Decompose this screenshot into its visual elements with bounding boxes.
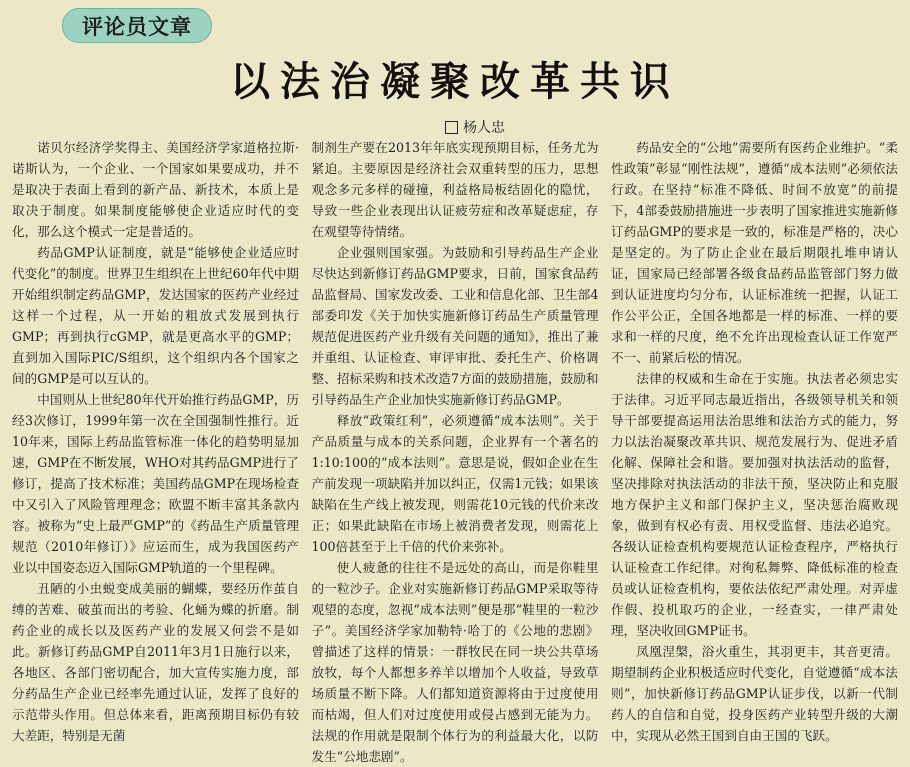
- column-1: [12, 137, 299, 753]
- paragraph: 药品安全的“公地”需要所有医药企业维护。“柔性政策”彰显“刚性法规”，遵循“成本法则”必须依法行政。在坚持“标准不降低、时间不放宽”的前提下，4部委鼓励措施进一步表明了国家推进实施新修订药品GMP的要求是一致的，标准是严格的，决心是坚定的。为了防止企业在最后期限扎堆申请认证，国家局已经部署各级食品药品监管部门努力做到认证进度均匀分布，认证标准统一把握，认证工作公平公正，全国各地都是一样的标准、一样的要求和一样的尺度，绝不允许出现检查认证工作宽严不一、前紧后松的情况。: [611, 140, 898, 365]
- paragraph: 诺贝尔经济学奖得主、美国经济学家道格拉斯·诺斯认为，一个企业、一个国家如果要成功，并不是取决于表面上看到的新产品、新技术，本质上是取决于制度。如果制度能够使企业适应时代的变化，那么这个模式一定是普适的。: [12, 140, 299, 239]
- paragraph-continued: 制剂生产要在2013年年底实现预期目标，任务尤为紧迫。主要原因是经济社会双重转型的压力，思想观念多元多样的碰撞，利益格局板结固化的隐忧，导致一些企业表现出认证疲劳症和改革疑虑症，存在观望等待情绪。: [311, 140, 599, 239]
- paragraph: 凤凰涅槃，浴火重生，其羽更丰，其音更清。期望制药企业积极适应时代变化，自觉遵循“成本法则”，加快新修订药品GMP认证步伐，以新一代制药人的自信和自觉，投身医药产业转型升级的大潮中，实现从必然王国到自由王国的飞跃。: [611, 644, 898, 743]
- column-3: [611, 137, 898, 753]
- paragraph: 丑陋的小虫蜕变成美丽的蝴蝶，要经历作茧自缚的苦难、破茧而出的考验、化蛹为蝶的折磨。制药企业的成长以及医药产业的发展又何尝不是如此。新修订药品GMP自2011年3月1日施行以来，各地区、各部门密切配合，加大宣传实施力度，部分药品生产企业已经率先通过认证，发挥了良好的示范带头作用。但总体来看，距离预期目标仍有较大差距，特别是无菌: [12, 581, 299, 743]
- paragraph: 药品GMP认证制度，就是“能够使企业适应时代变化”的制度。世界卫生组织在上世纪60年代中期开始组织制定药品GMP，发达国家的医药产业经过这样一个过程，从一开始的粗放式发展到执行GMP；再到执行cGMP，就是更高水平的GMP；直到加入国际PIC/S组织，这个组织内各个国家之间的GMP是可以互认的。: [12, 245, 299, 386]
- article-title: 以法治凝聚改革共识: [230, 59, 680, 105]
- column-2: [311, 137, 599, 764]
- section-badge: 评论员文章: [62, 8, 212, 43]
- article-body: [12, 137, 898, 764]
- square-bullet-icon: [445, 121, 458, 134]
- paragraph: 使人疲惫的往往不是远处的高山，而是你鞋里的一粒沙子。企业对实施新修订药品GMP采取等待观望的态度，忽视“成本法则”便是那“鞋里的一粒沙子”。美国经济学家加勒特·哈丁的《公地的悲剧》曾描述了这样的情景：一群牧民在同一块公共草场放牧，每个人都想多养羊以增加个人收益，导致草场质量不断下降。人们都知道资源将由于过度使用而枯竭，但人们对过度使用或侵占感到无能为力。法规的作用就是限制个体行为的利益最大化，以防发生“公地悲剧”。: [311, 560, 599, 764]
- paragraph: 中国则从上世纪80年代开始推行药品GMP，历经3次修订，1999年第一次在全国强制性推行。近10年来，国际上药品监管标准一体化的趋势明显加速，GMP在不断发展，WHO对其药品GMP进行了修订，提高了技术标准；美国药品GMP在现场检查中又引入了风险管理理念；欧盟不断丰富其条款内容。被称为“史上最严GMP”的《药品生产质量管理规范（2010年修订）》应运而生，成为我国医药产业以中国姿态迈入国际GMP轨道的一个里程碑。: [12, 392, 299, 575]
- paragraph: 释放“政策红利”，必须遵循“成本法则”。关于产品质量与成本的关系问题，企业界有一个著名的1:10:100的“成本法则”。意思是说，假如企业在生产前发现一项缺陷并加以纠正，仅需1元钱；如果该缺陷在生产线上被发现，则需花10元钱的代价来改正；如果此缺陷在市场上被消费者发现，则需花上100倍甚至于上千倍的代价来弥补。: [311, 413, 599, 554]
- author-byline: [445, 117, 505, 137]
- paragraph: 企业强则国家强。为鼓励和引导药品生产企业尽快达到新修订药品GMP要求，日前，国家食品药品监督局、国家发改委、工业和信息化部、卫生部4部委印发《关于加快实施新修订药品生产质量管理规范促进医药产业升级有关问题的通知》，推出了兼并重组、认证检查、审评审批、委托生产、价格调整、招标采购和技术改造7方面的鼓励措施，鼓励和引导药品生产企业加快实施新修订药品GMP。: [311, 245, 599, 407]
- paragraph: 法律的权威和生命在于实施。执法者必须忠实于法律。习近平同志最近指出，各级领导机关和领导干部要提高运用法治思维和法治方式的能力，努力以法治凝聚改革共识、规范发展行为、促进矛盾化解、保障社会和谐。要加强对执法活动的监督，坚决排除对执法活动的非法干预，坚决防止和克服地方保护主义和部门保护主义，坚决惩治腐败现象，做到有权必有责、用权受监督、违法必追究。各级认证检查机构要规范认证检查程序，严格执行认证检查工作纪律。对徇私舞弊、降低标准的检查员或认证检查机构，要依法依纪严肃处理。对弄虚作假、投机取巧的企业，一经查实，一律严肃处理，坚决收回GMP证书。: [611, 371, 898, 638]
- author-name: 杨人忠: [463, 120, 505, 136]
